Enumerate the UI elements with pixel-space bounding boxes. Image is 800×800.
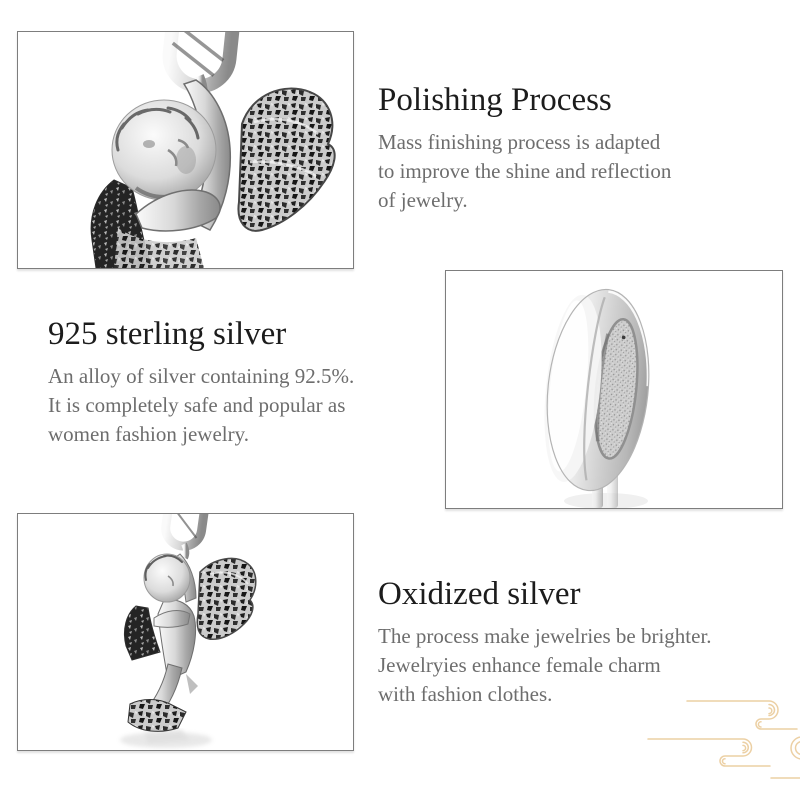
body-line: Mass finishing process is adapted <box>378 129 661 154</box>
body-line: women fashion jewelry. <box>48 421 249 446</box>
section-sterling-silver <box>48 315 468 449</box>
body-line: to improve the shine and reflection <box>378 158 672 183</box>
section-polishing-process <box>378 81 790 215</box>
bead-body <box>536 284 659 496</box>
body-line: Jewelryies enhance female charm <box>378 652 661 677</box>
angel-right-wing <box>238 89 334 231</box>
angel-right-wing <box>197 558 255 639</box>
chain-link <box>163 514 206 548</box>
angel-left-wing <box>124 606 160 660</box>
angel-foot <box>186 674 198 694</box>
cloud-scroll-ornament <box>620 680 800 800</box>
body-line: with fashion clothes. <box>378 681 553 706</box>
charm-reflection <box>120 730 212 748</box>
silver-stopper-bead-illustration <box>446 271 782 508</box>
body-line: of jewelry. <box>378 187 468 212</box>
angel-charm-full-illustration <box>18 514 353 750</box>
body-line: It is completely safe and popular as <box>48 392 346 417</box>
angel-head <box>144 554 190 602</box>
section-heading: Polishing Process <box>378 82 612 118</box>
angel-charm-full-photo <box>17 513 354 751</box>
angel-head <box>112 100 216 200</box>
angel-charm-closeup-illustration <box>18 32 353 268</box>
silver-stopper-bead-photo <box>445 270 783 509</box>
body-line: The process make jewelries be brighter. <box>378 623 712 648</box>
angel-base <box>128 700 186 732</box>
section-heading: Oxidized silver <box>378 576 581 612</box>
section-heading: 925 sterling silver <box>48 316 287 352</box>
angel-lower-body <box>114 228 204 268</box>
body-line: An alloy of silver containing 92.5%. <box>48 363 355 388</box>
section-body <box>48 362 468 449</box>
angel-charm-closeup-photo <box>17 31 354 269</box>
cloud-lines <box>648 701 800 778</box>
section-body <box>378 128 790 215</box>
